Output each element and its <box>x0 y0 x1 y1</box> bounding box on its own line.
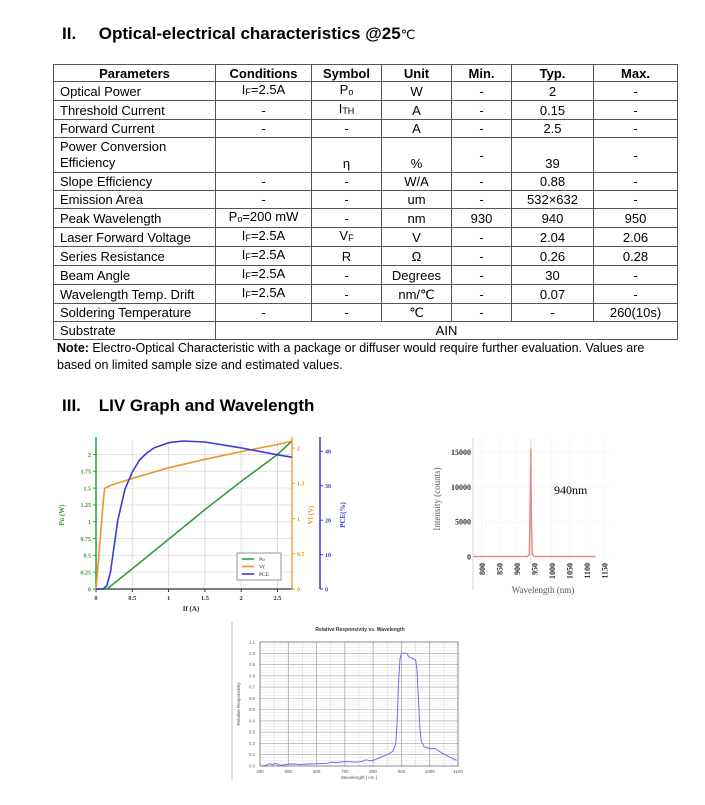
cell-typ: 39 <box>512 138 594 173</box>
po-axis-title: Po (W) <box>58 504 66 526</box>
cell-min: - <box>452 101 512 120</box>
cell-max: - <box>594 285 678 304</box>
cell-condition <box>216 285 312 304</box>
section-heading-optical-electrical <box>62 24 415 44</box>
cell-condition <box>216 247 312 266</box>
header-min: Min. <box>452 65 512 82</box>
cell-condition <box>216 209 312 228</box>
vf-axis-title: Vf (V) <box>307 505 315 525</box>
x-axis-title: Wavelength [ nm ] <box>340 775 378 780</box>
cell-symbol: - <box>312 209 382 228</box>
cell-condition: - <box>216 191 312 209</box>
cond-rest: =2.5A <box>250 82 286 97</box>
y-tick-label: 0.0 <box>249 763 255 769</box>
vf-tick-label: 1 <box>297 516 300 523</box>
cell-min: - <box>452 247 512 266</box>
cell-param: Peak Wavelength <box>54 209 216 228</box>
section-title: Optical-electrical characteristics @25 <box>98 24 401 43</box>
po-tick-label: 1.5 <box>83 486 91 493</box>
note-text: Electro-Optical Characteristic with a package or diffuser would require further evaluation. Values are based on limited sample size and estimated values. <box>57 341 645 372</box>
x-tick-label: 500 <box>284 769 293 774</box>
cell-typ: 2 <box>512 82 594 101</box>
cond-rest: =2.5A <box>250 266 286 281</box>
cell-typ: 940 <box>512 209 594 228</box>
sym-sub: TH <box>342 106 355 116</box>
x-tick-label: 900 <box>397 769 406 774</box>
cell-unit: A <box>382 101 452 120</box>
cell-substrate-value: AIN <box>216 322 678 340</box>
pce-tick-label: 40 <box>325 449 331 456</box>
sym-main: V <box>339 228 349 243</box>
y-tick-label: 10000 <box>451 482 471 492</box>
cell-max: - <box>594 138 678 173</box>
cond-main: I <box>241 82 246 97</box>
table-row <box>54 138 678 173</box>
table-header-row <box>54 65 678 82</box>
y-tick-label: 0.7 <box>249 684 255 690</box>
cond-sub: o <box>237 214 243 224</box>
x-tick-label: 600 <box>312 769 321 774</box>
cell-unit: V <box>382 228 452 247</box>
pce-axis-title: PCE(%) <box>339 502 347 528</box>
cell-symbol: R <box>312 247 382 266</box>
y-tick-label: 0.5 <box>249 707 255 713</box>
cell-symbol: - <box>312 304 382 322</box>
table-row <box>54 247 678 266</box>
cell-typ: 0.26 <box>512 247 594 266</box>
cell-max: - <box>594 82 678 101</box>
table-row <box>54 304 678 322</box>
table-row <box>54 209 678 228</box>
cell-max: 2.06 <box>594 228 678 247</box>
cell-unit: Degrees <box>382 266 452 285</box>
cell-param: Threshold Current <box>54 101 216 120</box>
cell-condition: - <box>216 304 312 322</box>
cell-typ: 0.88 <box>512 173 594 191</box>
cond-main: I <box>241 247 246 262</box>
pce-tick-label: 20 <box>325 518 331 525</box>
cell-condition: - <box>216 120 312 138</box>
cell-max: - <box>594 173 678 191</box>
x-tick-label: 800 <box>369 769 377 774</box>
cell-unit: % <box>382 138 452 173</box>
po-tick-label: 0.5 <box>83 553 91 560</box>
cell-param <box>54 138 216 173</box>
cond-main: I <box>241 266 246 281</box>
cell-condition: - <box>216 101 312 120</box>
section-number: II. <box>62 24 77 43</box>
y-tick-label: 0 <box>467 552 471 562</box>
y-tick-label: 0.8 <box>249 673 255 679</box>
spectrum-chart <box>425 430 625 605</box>
header-conditions: Conditions <box>216 65 312 82</box>
cell-min: - <box>452 285 512 304</box>
vf-tick-label: 0.5 <box>297 552 305 559</box>
legend-label: PCE <box>259 572 270 578</box>
header-typ: Typ. <box>512 65 594 82</box>
cell-condition <box>216 228 312 247</box>
cell-typ: - <box>512 304 594 322</box>
cond-rest: =2.5A <box>250 228 286 243</box>
cond-sub: F <box>245 87 251 97</box>
cell-unit: nm/℃ <box>382 285 452 304</box>
x-axis-title: Wavelength (nm) <box>511 585 575 595</box>
cell-max: 950 <box>594 209 678 228</box>
x-tick-label: 700 <box>341 769 349 774</box>
y-tick-label: 0.2 <box>249 740 255 746</box>
cell-min: - <box>452 266 512 285</box>
peak-annotation: 940nm <box>554 483 588 497</box>
liv-chart <box>55 430 355 615</box>
cell-min: - <box>452 120 512 138</box>
y-axis-title: Intensity (counts) <box>432 467 442 531</box>
cell-min: 930 <box>452 209 512 228</box>
cell-symbol: - <box>312 191 382 209</box>
cell-condition: - <box>216 173 312 191</box>
cell-param: Emission Area <box>54 191 216 209</box>
cell-typ: 30 <box>512 266 594 285</box>
section-heading-liv <box>62 396 314 416</box>
pce-tick-label: 30 <box>325 484 331 491</box>
cell-symbol: η <box>312 138 382 173</box>
cell-param: Laser Forward Voltage <box>54 228 216 247</box>
cond-sub: F <box>245 290 251 300</box>
cell-symbol: - <box>312 173 382 191</box>
cell-typ: 0.07 <box>512 285 594 304</box>
cell-min: - <box>452 138 512 173</box>
responsivity-chart <box>230 620 470 795</box>
x-tick-label: 0.5 <box>128 595 137 602</box>
x-tick-label: 1100 <box>582 563 592 579</box>
param-line-1: Power Conversion <box>60 139 167 154</box>
cell-condition <box>216 266 312 285</box>
po-tick-label: 1.75 <box>80 469 91 476</box>
y-tick-label: 0.6 <box>249 695 255 701</box>
section-title: LIV Graph and Wavelength <box>98 396 315 415</box>
x-tick-label: 1150 <box>600 563 610 579</box>
legend-label: Po <box>259 557 265 563</box>
cell-param: Beam Angle <box>54 266 216 285</box>
po-tick-label: 1.25 <box>80 503 91 510</box>
x-tick-label: 2 <box>239 595 243 602</box>
x-tick-label: 1050 <box>565 563 575 579</box>
cond-main: P <box>228 209 238 224</box>
y-tick-label: 0.1 <box>249 752 255 758</box>
sym-main: P <box>339 82 349 97</box>
cell-symbol: - <box>312 266 382 285</box>
cell-typ: 0.15 <box>512 101 594 120</box>
section-title-unit: ℃ <box>400 27 416 42</box>
x-tick-label: 1000 <box>424 769 435 774</box>
y-tick-label: 5000 <box>455 517 471 527</box>
x-tick-label: 1100 <box>453 769 463 774</box>
cond-rest: =2.5A <box>250 285 286 300</box>
note-label: Note: <box>57 341 89 355</box>
y-tick-label: 1.1 <box>249 639 255 645</box>
cell-max: 260(10s) <box>594 304 678 322</box>
cell-param: Slope Efficiency <box>54 173 216 191</box>
vf-tick-label: 0 <box>297 587 300 594</box>
cell-min: - <box>452 191 512 209</box>
cell-symbol <box>312 101 382 120</box>
section-number: III. <box>62 396 81 415</box>
cell-unit: W <box>382 82 452 101</box>
cell-param: Soldering Temperature <box>54 304 216 322</box>
y-tick-label: 0.9 <box>249 662 255 668</box>
po-tick-label: 0.25 <box>80 570 91 577</box>
chart-title: Relative Responsivity vs. Wavelength <box>315 627 405 633</box>
pce-tick-label: 10 <box>325 552 331 559</box>
po-tick-label: 0 <box>88 587 91 594</box>
x-tick-label: 0 <box>94 595 98 602</box>
cell-min: - <box>452 304 512 322</box>
vf-tick-label: 1.5 <box>297 481 305 488</box>
legend-label: Vf <box>259 564 265 571</box>
x-tick-label: 900 <box>512 563 522 575</box>
po-tick-label: 1 <box>88 520 91 527</box>
cell-unit: A <box>382 120 452 138</box>
sym-sub: o <box>348 87 354 97</box>
cell-unit: nm <box>382 209 452 228</box>
x-tick-label: 1 <box>166 595 171 602</box>
table-row <box>54 191 678 209</box>
x-tick-label: 1.5 <box>200 595 209 602</box>
note-paragraph <box>57 340 677 374</box>
header-max: Max. <box>594 65 678 82</box>
y-tick-label: 1.0 <box>249 650 255 656</box>
cell-typ: 2.04 <box>512 228 594 247</box>
cell-param: Series Resistance <box>54 247 216 266</box>
cell-max: 0.28 <box>594 247 678 266</box>
cell-unit: Ω <box>382 247 452 266</box>
sym-sub: F <box>348 233 354 243</box>
table-row <box>54 120 678 138</box>
cell-symbol <box>312 228 382 247</box>
x-tick-label: 950 <box>530 563 540 575</box>
y-axis-title: Relative Responsivity <box>236 682 241 726</box>
x-tick-label: 850 <box>495 563 505 575</box>
header-unit: Unit <box>382 65 452 82</box>
cell-param: Optical Power <box>54 82 216 101</box>
x-tick-label: 400 <box>256 769 264 774</box>
cell-param: Substrate <box>54 322 216 340</box>
cond-rest: =2.5A <box>250 247 286 262</box>
vf-tick-label: 2 <box>297 446 300 453</box>
cell-unit: W/A <box>382 173 452 191</box>
table-row <box>54 173 678 191</box>
cell-symbol: - <box>312 285 382 304</box>
cell-symbol <box>312 82 382 101</box>
po-tick-label: 0.75 <box>80 536 91 543</box>
cond-main: I <box>241 228 246 243</box>
table-row <box>54 228 678 247</box>
table-row <box>54 322 678 340</box>
cell-min: - <box>452 82 512 101</box>
cell-typ: 2.5 <box>512 120 594 138</box>
cell-max: - <box>594 266 678 285</box>
cell-condition <box>216 82 312 101</box>
y-tick-label: 0.3 <box>249 729 255 735</box>
cell-param: Wavelength Temp. Drift <box>54 285 216 304</box>
cell-condition <box>216 138 312 173</box>
characteristics-table <box>53 64 678 340</box>
po-tick-label: 2 <box>88 452 91 459</box>
table-row <box>54 285 678 304</box>
cell-param: Forward Current <box>54 120 216 138</box>
x-axis-title: If (A) <box>182 605 200 613</box>
cell-max: - <box>594 101 678 120</box>
cell-unit: um <box>382 191 452 209</box>
cell-typ: 532×632 <box>512 191 594 209</box>
sym-main: I <box>338 101 343 116</box>
x-tick-label: 2.5 <box>273 595 282 602</box>
cell-min: - <box>452 173 512 191</box>
cond-sub: F <box>245 252 251 262</box>
x-tick-label: 1000 <box>547 563 557 579</box>
param-line-2: Efficiency <box>60 155 116 170</box>
cell-max: - <box>594 120 678 138</box>
cell-max: - <box>594 191 678 209</box>
table-row <box>54 82 678 101</box>
x-tick-label: 800 <box>477 563 487 575</box>
cond-sub: F <box>245 233 251 243</box>
table-row <box>54 266 678 285</box>
header-symbol: Symbol <box>312 65 382 82</box>
cell-unit: ℃ <box>382 304 452 322</box>
cell-symbol: - <box>312 120 382 138</box>
cond-sub: F <box>245 271 251 281</box>
cond-rest: =200 mW <box>242 209 299 224</box>
header-parameters: Parameters <box>54 65 216 82</box>
cond-main: I <box>241 285 246 300</box>
y-tick-label: 0.4 <box>249 718 255 724</box>
pce-tick-label: 0 <box>325 587 328 594</box>
y-tick-label: 15000 <box>451 447 471 457</box>
cell-min: - <box>452 228 512 247</box>
table-row <box>54 101 678 120</box>
